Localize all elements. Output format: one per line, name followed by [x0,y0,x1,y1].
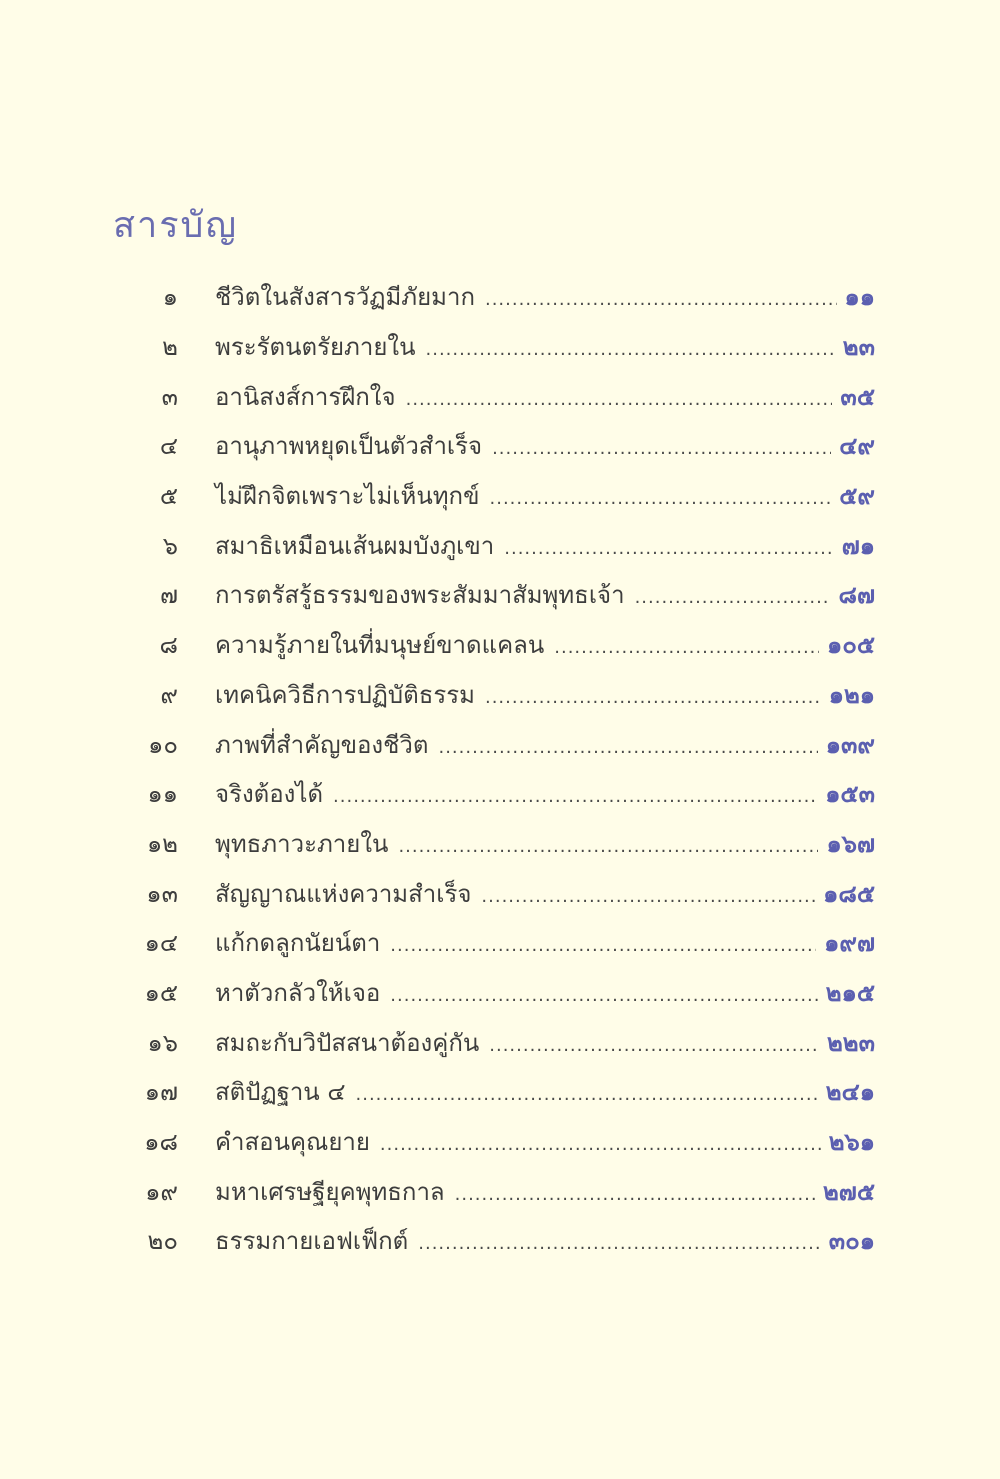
dot-leader [356,1084,818,1105]
chapter-title: สติปัฏฐาน ๔ [215,1078,346,1107]
dot-leader [390,985,817,1006]
page-number: ๒๒๓ [826,1028,875,1057]
page-number: ๑๑ [844,283,875,312]
page-title: สารบัญ [113,205,239,246]
dot-leader [504,538,833,559]
chapter-title: อานิสงส์การฝึกใจ [215,382,396,411]
dot-leader [390,935,816,956]
chapter-title: สัญญาณแห่งความสำเร็จ [215,879,472,908]
toc-entry [0,471,1000,521]
toc-entry-content [215,1122,875,1161]
dot-leader [418,1233,820,1254]
toc-entry [0,1117,1000,1167]
chapter-title: ภาพที่สำคัญของชีวิต [215,730,429,759]
chapter-title: คำสอนคุณยาย [215,1128,370,1157]
toc-entry-content [215,1072,875,1111]
dot-leader [398,836,818,857]
chapter-title: ชีวิตในสังสารวัฏมีภัยมาก [215,283,475,312]
page-number: ๑๘๕ [823,879,875,908]
toc-entry-content [215,774,875,813]
dot-leader [333,786,817,807]
toc-entry [0,868,1000,918]
chapter-number: ๑๓ [146,879,178,908]
dot-leader [485,687,821,708]
toc-entry [0,769,1000,819]
page-number: ๒๓ [842,333,875,362]
dot-leader [438,737,817,758]
page-number: ๒๖๑ [828,1128,875,1157]
toc-entry-content [215,824,875,863]
table-of-contents [0,272,1000,1266]
dot-leader [554,637,819,658]
chapter-number: ๑๔ [144,929,178,958]
chapter-title: สมาธิเหมือนเส้นผมบังภูเขา [215,531,495,560]
chapter-title: มหาเศรษฐียุคพุทธกาล [215,1177,445,1206]
chapter-number: ๑๕ [144,978,178,1007]
page-number: ๓๕ [840,382,875,411]
toc-entry-content [215,426,875,465]
dot-leader [426,339,835,360]
chapter-number: ๔ [159,432,178,461]
chapter-number: ๑๒ [146,829,178,858]
toc-entry-content [215,277,875,316]
toc-entry [0,570,1000,620]
toc-entry [0,322,1000,372]
toc-entry-content [215,675,875,714]
chapter-title: ธรรมกายเอฟเฟ็กต์ [215,1227,409,1256]
dot-leader [490,488,832,509]
dot-leader [380,1134,821,1155]
toc-entry [0,719,1000,769]
toc-entry-content [215,526,875,565]
dot-leader [406,389,833,410]
toc-entry [0,1216,1000,1266]
chapter-number: ๖ [162,531,178,560]
chapter-title: สมถะกับวิปัสสนาต้องคู่กัน [215,1028,480,1057]
chapter-title: พุทธภาวะภายใน [215,829,389,858]
page-number: ๑๕๓ [825,780,875,809]
toc-entry [0,918,1000,968]
toc-entry-content [215,625,875,664]
chapter-title: เทคนิควิธีการปฏิบัติธรรม [215,680,475,709]
chapter-number: ๒๐ [147,1227,178,1256]
chapter-number: ๒ [162,333,178,362]
dot-leader [489,1035,819,1056]
toc-entry [0,1166,1000,1216]
chapter-number: ๕ [159,482,178,511]
page-number: ๒๗๕ [822,1177,875,1206]
page-number: ๑๖๗ [826,829,875,858]
page-number: ๑๙๗ [824,929,875,958]
page-number: ๕๙ [839,482,875,511]
chapter-title: อานุภาพหยุดเป็นตัวสำเร็จ [215,432,483,461]
toc-entry [0,272,1000,322]
toc-entry-content [215,1172,875,1211]
page-number: ๗๑ [841,531,875,560]
toc-entry [0,421,1000,471]
toc-entry-content [215,973,875,1012]
chapter-number: ๑๘ [144,1128,178,1157]
chapter-number: ๗ [159,581,178,610]
chapter-title: การตรัสรู้ธรรมของพระสัมมาสัมพุทธเจ้า [215,581,625,610]
toc-entry-content [215,923,875,962]
toc-entry-content [215,377,875,416]
chapter-title: ความรู้ภายในที่มนุษย์ขาดแคลน [215,631,545,660]
toc-entry [0,371,1000,421]
toc-entry [0,1067,1000,1117]
chapter-number: ๑๐ [148,730,178,759]
chapter-number: ๑ [162,283,178,312]
chapter-number: ๑๗ [144,1078,178,1107]
page-number: ๔๙ [839,432,875,461]
page-number: ๑๐๕ [826,631,875,660]
page-number: ๒๔๑ [825,1078,875,1107]
dot-leader [485,289,837,310]
chapter-title: แก้กดลูกนัยน์ตา [215,929,381,958]
dot-leader [635,587,831,608]
toc-entry [0,968,1000,1018]
chapter-title: จริงต้องได้ [215,780,324,809]
chapter-number: ๙ [160,680,178,709]
toc-entry-content [215,476,875,515]
toc-entry [0,1017,1000,1067]
toc-entry-content [215,327,875,366]
dot-leader [481,886,815,907]
dot-leader [455,1184,815,1205]
chapter-title: หาตัวกลัวให้เจอ [215,978,381,1007]
chapter-number: ๓ [161,382,178,411]
toc-entry [0,819,1000,869]
toc-entry-content [215,575,875,614]
page-number: ๒๑๕ [825,978,875,1007]
dot-leader [492,438,831,459]
chapter-number: ๑๙ [145,1177,178,1206]
toc-entry-content [215,874,875,913]
chapter-number: ๘ [159,631,178,660]
chapter-number: ๑๑ [147,780,178,809]
toc-entry [0,520,1000,570]
toc-entry-content [215,1221,875,1260]
chapter-number: ๑๖ [147,1028,178,1057]
toc-entry-content [215,1023,875,1062]
toc-entry [0,620,1000,670]
page-number: ๑๓๙ [825,730,875,759]
chapter-title: พระรัตนตรัยภายใน [215,333,416,362]
toc-entry [0,670,1000,720]
page-number: ๓๐๑ [828,1227,875,1256]
chapter-title: ไม่ฝึกจิตเพราะไม่เห็นทุกข์ [215,482,480,511]
page-number: ๘๗ [838,581,875,610]
page-number: ๑๒๑ [828,680,875,709]
toc-entry-content [215,725,875,764]
